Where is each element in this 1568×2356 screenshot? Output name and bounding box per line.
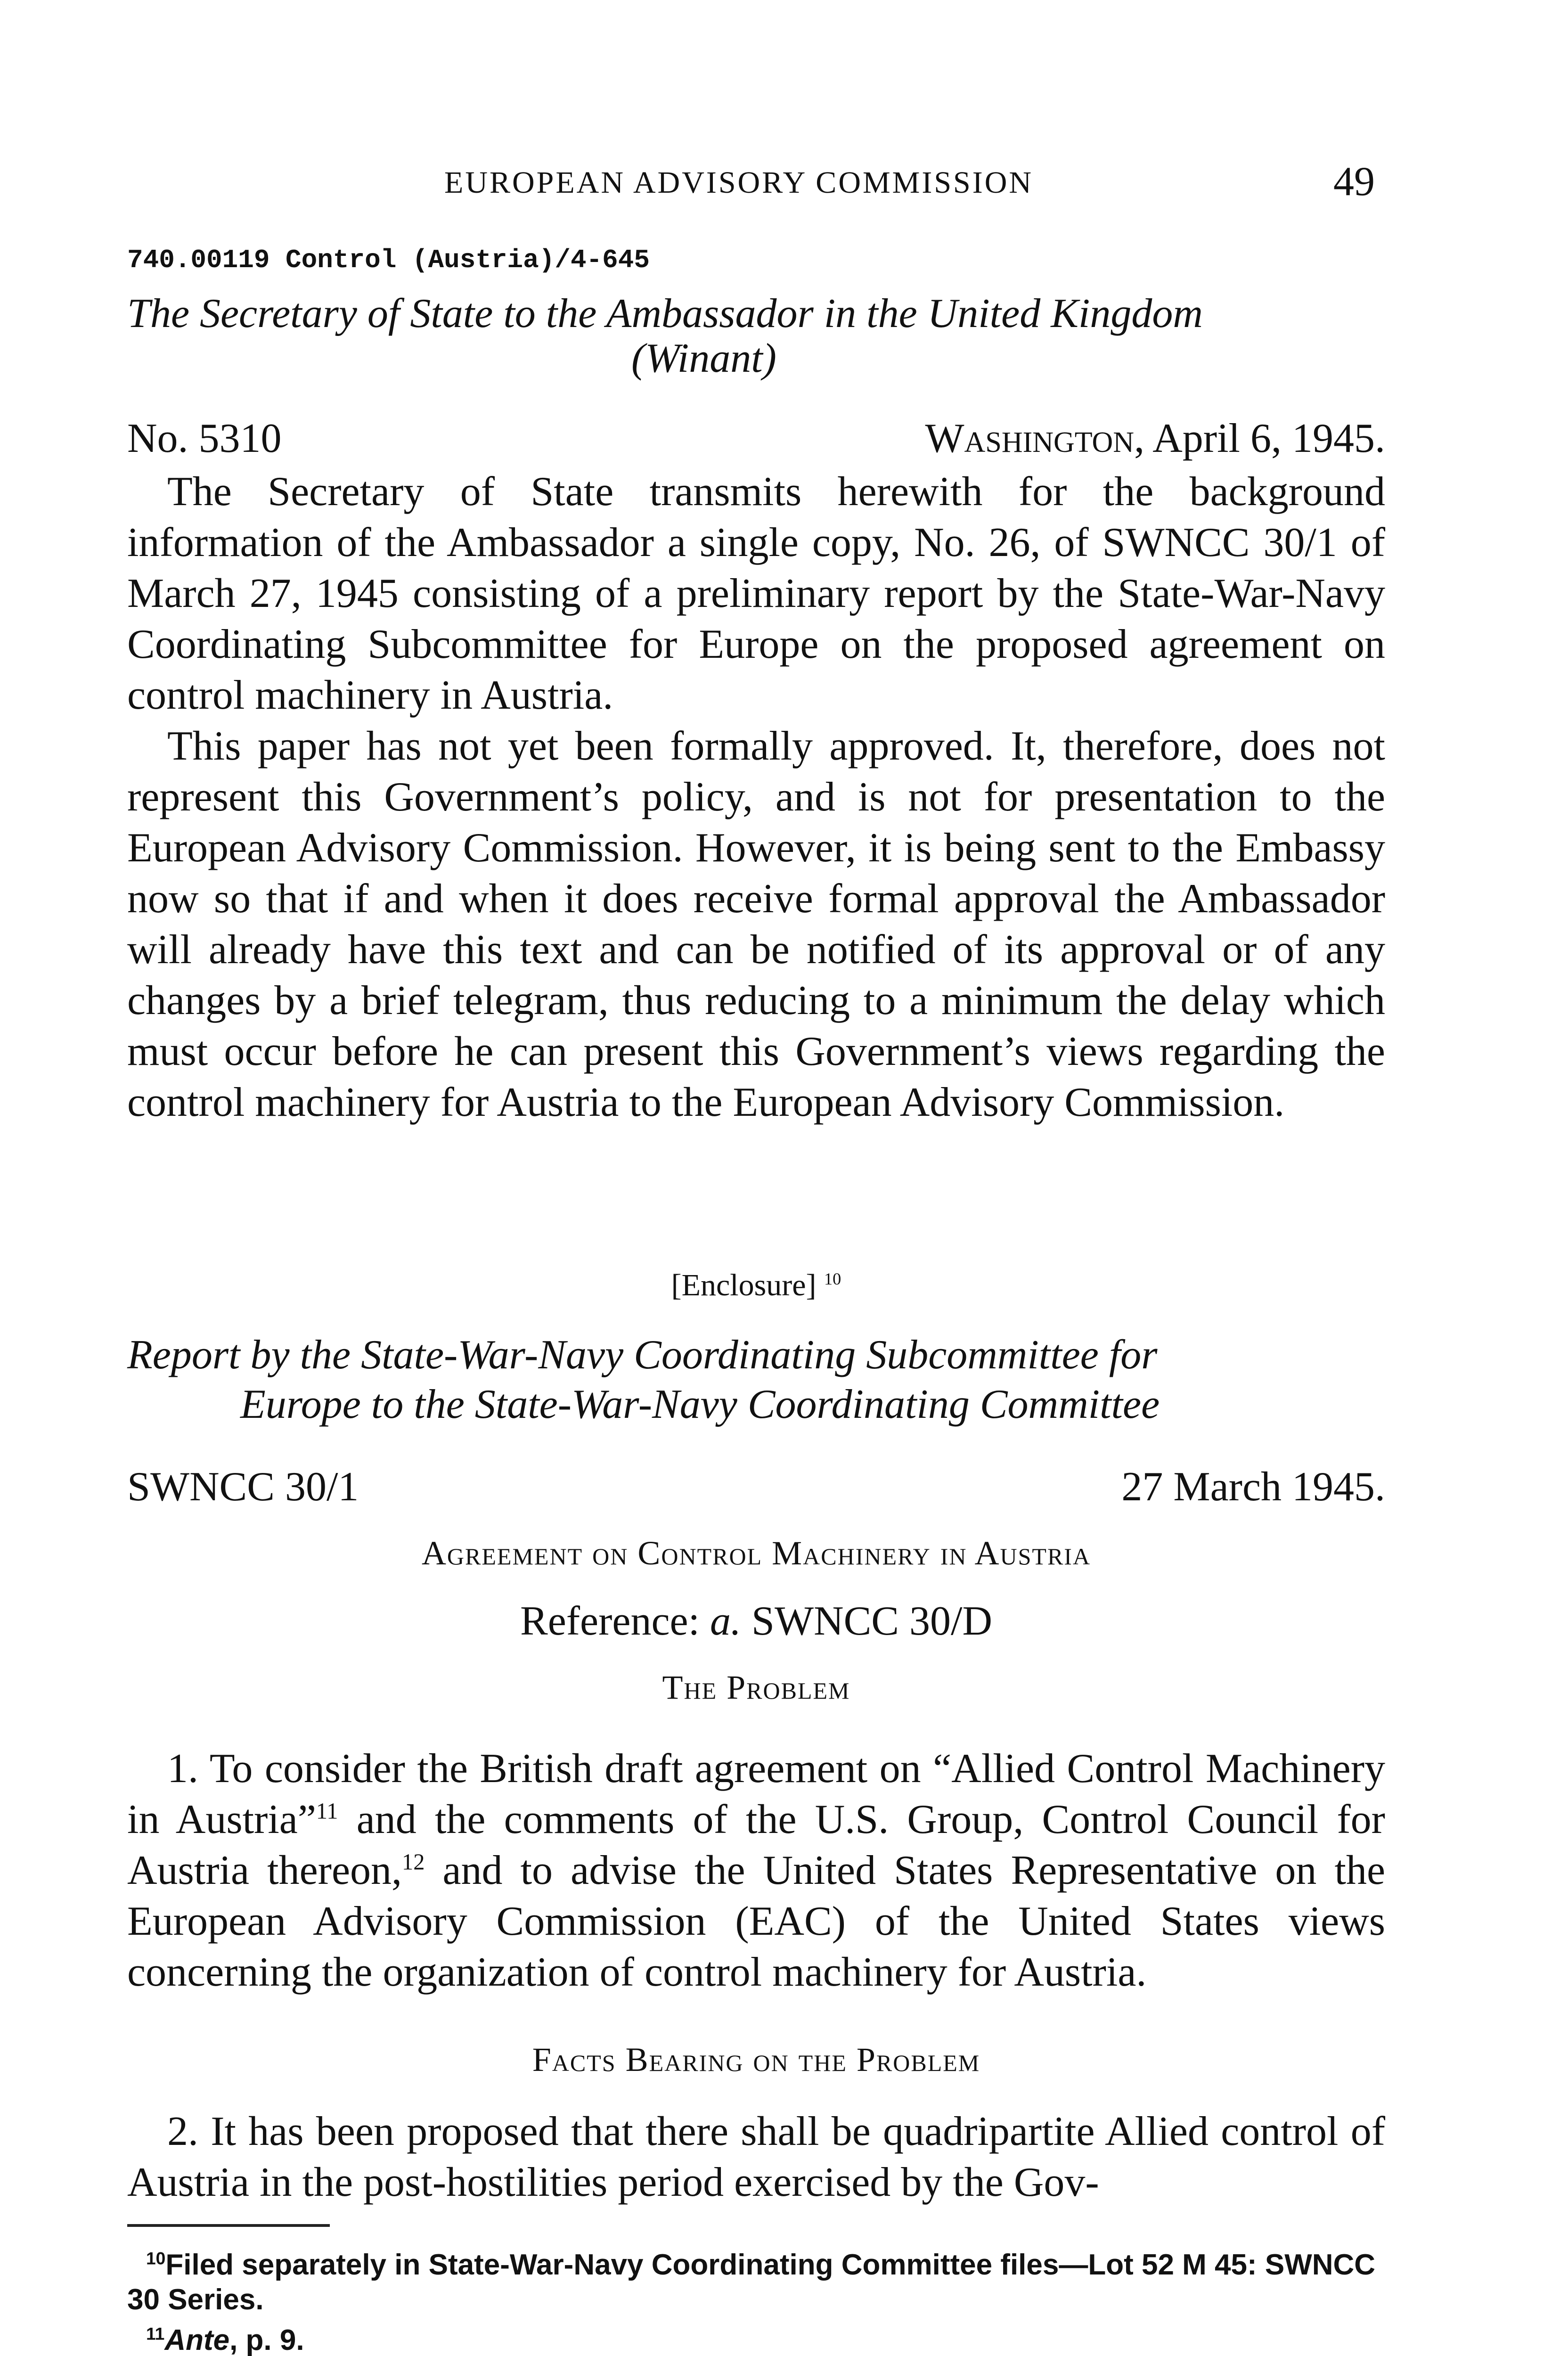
dispatch-place: Washington [925,416,1135,461]
item1-part-b: and the comments of the U.S. Group, Control Council for Austria thereon, [127,1797,1385,1893]
document-title-line2: (Winant) [631,335,776,381]
document-title-line1: The Secretary of State to the Ambassador in the United Kingdom [127,291,1203,336]
report-title-line1: Report by the State-War-Navy Coordinating Subcommittee for [127,1332,1158,1378]
footnote-10 [127,2248,1385,2317]
report-title-line2: Europe to the State-War-Navy Coordinating Committee [240,1382,1160,1427]
footnote-text: Filed separately in State-War-Navy Coordinating Committee files—Lot 52 M 45: SWNCC 30 Series. [127,2249,1376,2316]
dispatch-place-date [925,415,1386,462]
reference-letter: a. [710,1598,742,1644]
footnote-marker: 11 [146,2323,165,2344]
footnote-divider [127,2224,330,2227]
reference-doc: SWNCC 30/D [751,1598,992,1644]
report-code: SWNCC 30/1 [127,1464,359,1510]
footnote-11 [127,2323,1385,2356]
report-meta-line [127,1463,1385,1511]
dispatch-date: , April 6, 1945. [1134,416,1385,461]
footnote-ref-11: 11 [316,1799,338,1824]
reference-label: Reference: [520,1598,700,1644]
dispatch-line [127,415,1385,462]
footnote-marker: 10 [146,2248,166,2268]
problem-heading: The Problem [662,1669,850,1706]
enclosure-text: [Enclosure] [671,1268,817,1302]
paragraph-item-1 [127,1743,1385,1998]
footnote-ref-12: 12 [402,1849,425,1875]
page-number: 49 [1333,159,1375,205]
enclosure-label [127,1268,1385,1303]
item1-part-c: and to advise the United States Representative on the European Advisory Commission (EAC) of the United States views concerning the organization of control machinery for Austria. [127,1848,1386,1995]
paragraph-item-2: 2. It has been proposed that there shall be quadripartite Allied control of Austria in the post-hostilities period exercised by the Gov- [127,2109,1385,2205]
paragraph-1: The Secretary of State transmits herewith for the background information of the Ambassador a single copy, No. 26, of SWNCC 30/1 of March 27, 1945 consisting of a preliminary report by the State-War-Navy Coordinating Subcommittee for Europe on the proposed agreement on control machinery in Austria. [127,469,1385,718]
item1-part-a: 1. To consider the British draft agreement on “Allied Control Machinery in Austria” [127,1746,1385,1842]
agreement-heading: Agreement on Control Machinery in Austria [421,1534,1091,1572]
file-reference: 740.00119 Control (Austria)/4-645 [127,245,650,275]
paragraph-2: This paper has not yet been formally approved. It, therefore, does not represent this Government’s policy, and is not for presentation to the European Advisory Commission. However, it is being sent to the Embassy now so that if and when it does receive formal approval the Ambassador will already have this text and can be notified of its approval or of any changes by a brief telegram, thus reducing to a minimum the delay which must occur before he can present this Government’s views regarding the control machinery for Austria to the European Advisory Commission. [127,723,1385,1125]
running-title: EUROPEAN ADVISORY COMMISSION [444,165,1034,200]
reference-line [127,1597,1385,1645]
footnote-text: , p. 9. [229,2324,304,2356]
facts-heading: Facts Bearing on the Problem [532,2041,980,2078]
dispatch-number: No. 5310 [127,416,282,461]
footnote-italic-text: Ante [164,2324,230,2356]
enclosure-footnote-marker: 10 [824,1269,841,1288]
report-date: 27 March 1945. [1121,1464,1385,1510]
